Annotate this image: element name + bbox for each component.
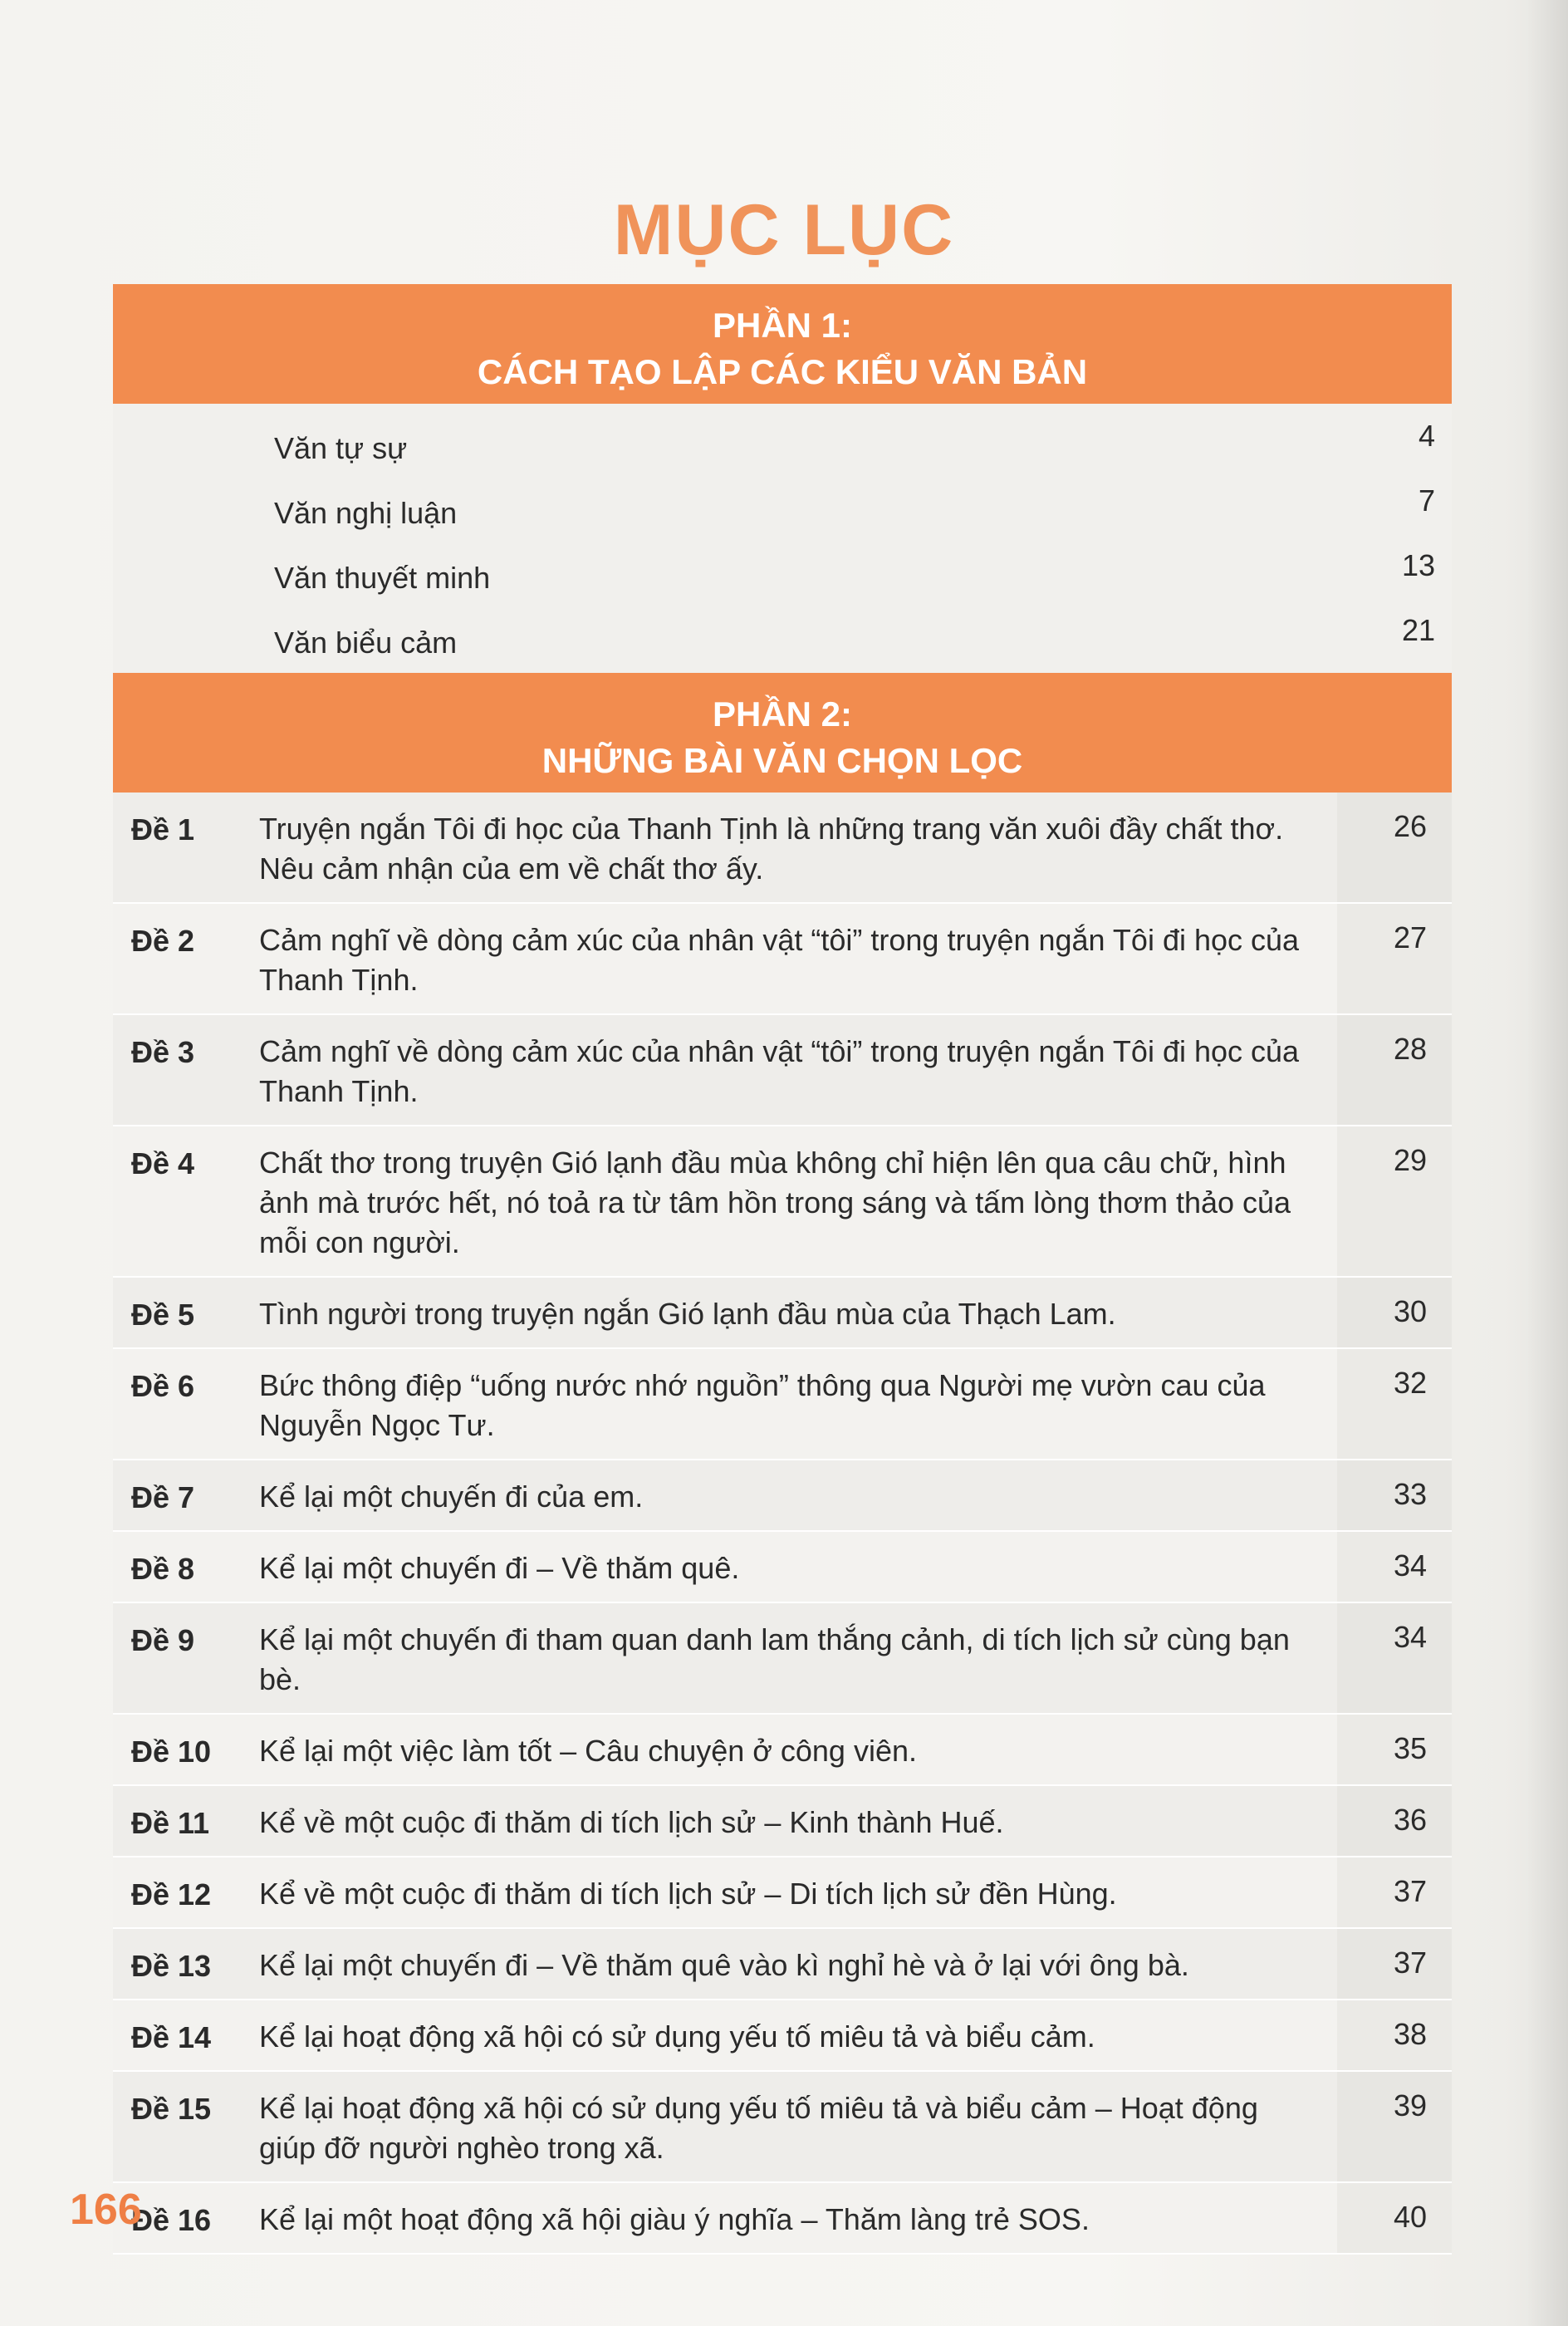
entry-page: 13: [1401, 548, 1435, 582]
exercise-page: 27: [1337, 904, 1452, 1013]
list-item: [113, 603, 1452, 668]
exercise-number: Đề 8: [113, 1532, 259, 1602]
exercise-page: 30: [1337, 1278, 1452, 1347]
list-item: [113, 409, 1452, 474]
table-row: [113, 1278, 1452, 1349]
exercise-number: Đề 10: [113, 1715, 259, 1784]
page-spine-shadow: [1526, 0, 1568, 2326]
exercise-text: Kể về một cuộc đi thăm di tích lịch sử – Kinh thành Huế.: [259, 1786, 1337, 1856]
exercise-page: 34: [1337, 1532, 1452, 1602]
exercise-text: Kể lại hoạt động xã hội có sử dụng yếu tố miêu tả và biểu cảm.: [259, 2000, 1337, 2070]
exercise-page: 33: [1337, 1460, 1452, 1530]
part2-list: [113, 793, 1452, 2255]
exercise-text: Kể lại một chuyến đi – Về thăm quê.: [259, 1532, 1337, 1602]
part1-list: [113, 404, 1452, 673]
exercise-number: Đề 14: [113, 2000, 259, 2070]
exercise-number: Đề 16: [113, 2183, 259, 2253]
exercise-text: Kể lại một hoạt động xã hội giàu ý nghĩa – Thăm làng trẻ SOS.: [259, 2183, 1337, 2253]
page-number: 166: [70, 2186, 142, 2234]
entry-label: Văn biểu cảm: [274, 626, 458, 660]
table-row: [113, 2000, 1452, 2072]
exercise-number: Đề 4: [113, 1126, 259, 1276]
exercise-page: 28: [1337, 1015, 1452, 1125]
exercise-number: Đề 13: [113, 1929, 259, 1999]
exercise-text: Bức thông điệp “uống nước nhớ nguồn” thông qua Người mẹ vườn cau của Nguyễn Ngọc Tư.: [259, 1349, 1337, 1459]
table-row: [113, 1532, 1452, 1603]
exercise-page: 29: [1337, 1126, 1452, 1276]
exercise-text: Chất thơ trong truyện Gió lạnh đầu mùa không chỉ hiện lên qua câu chữ, hình ảnh mà trước hết, nó toả ra từ tâm hồn trong sáng và tấm lòng thơm thảo của mỗi con người.: [259, 1126, 1337, 1276]
entry-label: Văn nghị luận: [274, 496, 458, 530]
entry-label: Văn thuyết minh: [274, 561, 491, 595]
exercise-number: Đề 12: [113, 1857, 259, 1927]
exercise-text: Truyện ngắn Tôi đi học của Thanh Tịnh là những trang văn xuôi đầy chất thơ. Nêu cảm nhận của em về chất thơ ấy.: [259, 793, 1337, 902]
table-row: [113, 2072, 1452, 2183]
exercise-text: Kể về một cuộc đi thăm di tích lịch sử – Di tích lịch sử đền Hùng.: [259, 1857, 1337, 1927]
table-row: [113, 1349, 1452, 1460]
exercise-page: 37: [1337, 1929, 1452, 1999]
exercise-text: Kể lại hoạt động xã hội có sử dụng yếu tố miêu tả và biểu cảm – Hoạt động giúp đỡ người nghèo trong xã.: [259, 2072, 1337, 2181]
table-row: [113, 904, 1452, 1015]
part1-header: [113, 284, 1452, 404]
exercise-number: Đề 11: [113, 1786, 259, 1856]
exercise-page: 35: [1337, 1715, 1452, 1784]
page-title: MỤC LỤC: [613, 190, 955, 270]
list-item: [113, 474, 1452, 538]
exercise-page: 32: [1337, 1349, 1452, 1459]
part2-number: PHẦN 2:: [712, 694, 853, 734]
table-row: [113, 1015, 1452, 1126]
exercise-page: 26: [1337, 793, 1452, 902]
table-of-contents: [113, 284, 1452, 2255]
exercise-number: Đề 3: [113, 1015, 259, 1125]
exercise-number: Đề 15: [113, 2072, 259, 2181]
exercise-number: Đề 1: [113, 793, 259, 902]
table-row: [113, 1929, 1452, 2000]
entry-page: 7: [1418, 483, 1435, 518]
exercise-page: 38: [1337, 2000, 1452, 2070]
table-row: [113, 1603, 1452, 1715]
exercise-number: Đề 2: [113, 904, 259, 1013]
table-row: [113, 1786, 1452, 1857]
exercise-number: Đề 7: [113, 1460, 259, 1530]
entry-label: Văn tự sự: [274, 431, 408, 465]
part2-header: [113, 673, 1452, 793]
exercise-page: 34: [1337, 1603, 1452, 1713]
part1-number: PHẦN 1:: [712, 306, 853, 345]
exercise-number: Đề 9: [113, 1603, 259, 1713]
list-item: [113, 538, 1452, 603]
exercise-text: Cảm nghĩ về dòng cảm xúc của nhân vật “tôi” trong truyện ngắn Tôi đi học của Thanh Tịnh.: [259, 904, 1337, 1013]
table-row: [113, 2183, 1452, 2255]
exercise-page: 39: [1337, 2072, 1452, 2181]
exercise-text: Cảm nghĩ về dòng cảm xúc của nhân vật “tôi” trong truyện ngắn Tôi đi học của Thanh Tịnh.: [259, 1015, 1337, 1125]
exercise-page: 37: [1337, 1857, 1452, 1927]
exercise-text: Kể lại một chuyến đi tham quan danh lam thắng cảnh, di tích lịch sử cùng bạn bè.: [259, 1603, 1337, 1713]
exercise-text: Kể lại một việc làm tốt – Câu chuyện ở công viên.: [259, 1715, 1337, 1784]
part2-title: NHỮNG BÀI VĂN CHỌN LỌC: [541, 741, 1023, 780]
entry-page: 4: [1418, 419, 1435, 453]
exercise-number: Đề 5: [113, 1278, 259, 1347]
entry-page: 21: [1401, 613, 1435, 647]
exercise-text: Kể lại một chuyến đi – Về thăm quê vào kì nghỉ hè và ở lại với ông bà.: [259, 1929, 1337, 1999]
table-row: [113, 1857, 1452, 1929]
exercise-text: Kể lại một chuyến đi của em.: [259, 1460, 1337, 1530]
table-row: [113, 1715, 1452, 1786]
exercise-number: Đề 6: [113, 1349, 259, 1459]
table-row: [113, 1460, 1452, 1532]
exercise-page: 36: [1337, 1786, 1452, 1856]
exercise-page: 40: [1337, 2183, 1452, 2253]
part1-title: CÁCH TẠO LẬP CÁC KIỂU VĂN BẢN: [477, 352, 1088, 391]
table-row: [113, 793, 1452, 904]
table-row: [113, 1126, 1452, 1278]
exercise-text: Tình người trong truyện ngắn Gió lạnh đầu mùa của Thạch Lam.: [259, 1278, 1337, 1347]
